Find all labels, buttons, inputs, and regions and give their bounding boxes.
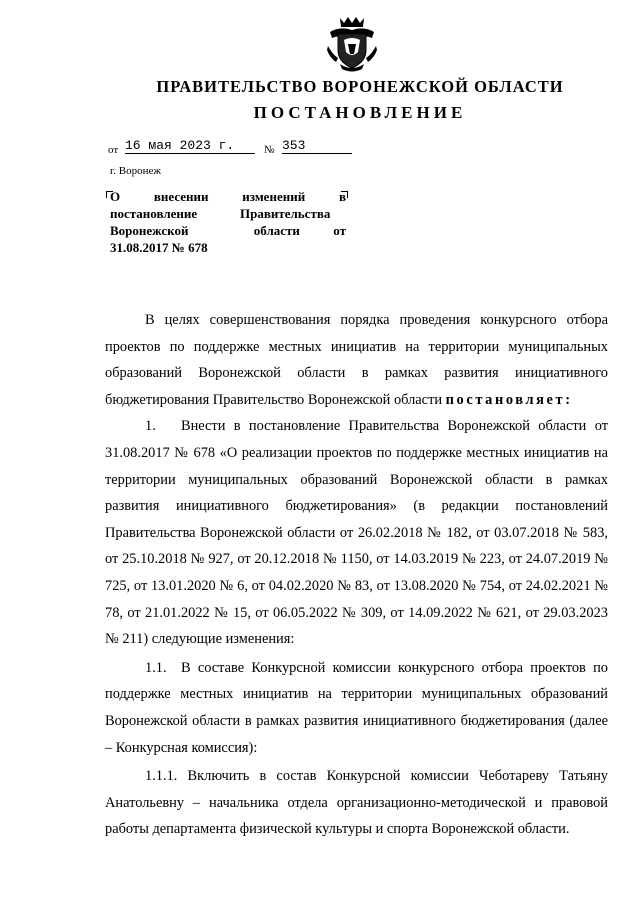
- clause-1-paragraph: [105, 413, 608, 652]
- clause-1-1-1-paragraph: [105, 763, 608, 843]
- preamble-paragraph: [105, 307, 608, 413]
- subject-word: от: [333, 223, 346, 238]
- preamble-text: В целях совершенствования порядка проведения конкурсного отбора проектов по поддержке местных инициатив на территории муниципальных образований Воронежской области в рамках развития инициативного бюджетирования Правительство Воронежской области: [105, 312, 608, 408]
- subject-word: Воронежской: [110, 223, 189, 238]
- subject-word: О: [110, 189, 121, 204]
- subject-word: области: [253, 223, 300, 238]
- document-body: [105, 307, 608, 843]
- clause-1-number: 1.: [145, 418, 156, 435]
- subject-word: в: [338, 189, 346, 204]
- date-value: 16 мая 2023 г.: [125, 138, 255, 154]
- clause-1-1-paragraph: [105, 655, 608, 761]
- clause-1-1-number: 1.1.: [145, 659, 167, 676]
- number-prefix: №: [264, 144, 275, 156]
- clause-1-text: Внести в постановление Правительства Воронежской области от 31.08.2017 № 678 «О реализации проектов по поддержке местных инициатив на территории муниципальных образований Воронежской области в рамках развития инициативного бюджетирования» (в редакции постановлений Правительства Воронежской области от 26.02.2018 № 182, от 03.07.2018 № 583, от 25.10.2018 № 927, от 20.12.2018 № 1150, от 14.03.2019 № 223, от 24.07.2019 № 725, от 13.01.2020 № 6, от 04.02.2020 № 83, от 13.08.2020 № 754, от 24.02.2021 № 78, от 21.01.2022 № 15, от 06.05.2022 № 309, от 14.09.2022 № 621, от 29.03.2023 № 211) следующие изменения:: [105, 418, 608, 648]
- decree-word: постановляет:: [445, 391, 573, 408]
- city-label: г. Воронеж: [110, 165, 161, 177]
- government-title: ПРАВИТЕЛЬСТВО ВОРОНЕЖСКОЙ ОБЛАСТИ: [156, 77, 564, 96]
- subject-word: Правительства: [240, 206, 331, 221]
- clause-1-1-text: В составе Конкурсной комиссии конкурсного отбора проектов по поддержке местных инициатив на территории муниципальных образований Воронежской области в рамках развития инициативного бюджетирования (далее – Конкурсная комиссия):: [105, 659, 608, 756]
- clause-1-1-1-text: 1.1.1. Включить в состав Конкурсной комиссии Чеботареву Татьяну Анатольевну – начальника отдела организационно-методической и правовой работы департамента физической культуры и спорта Воронежской области.: [105, 768, 608, 838]
- subject-word: внесении: [153, 189, 209, 204]
- coat-of-arms-icon: [326, 14, 378, 72]
- subject-word: изменений: [242, 189, 306, 204]
- subject-word: постановление: [110, 206, 198, 221]
- number-value: 353: [282, 138, 352, 154]
- document-subject: [110, 188, 346, 256]
- document-type-title: ПОСТАНОВЛЕНИЕ: [253, 103, 467, 122]
- subject-word: 31.08.2017 № 678: [110, 240, 208, 255]
- date-prefix: от: [108, 144, 119, 156]
